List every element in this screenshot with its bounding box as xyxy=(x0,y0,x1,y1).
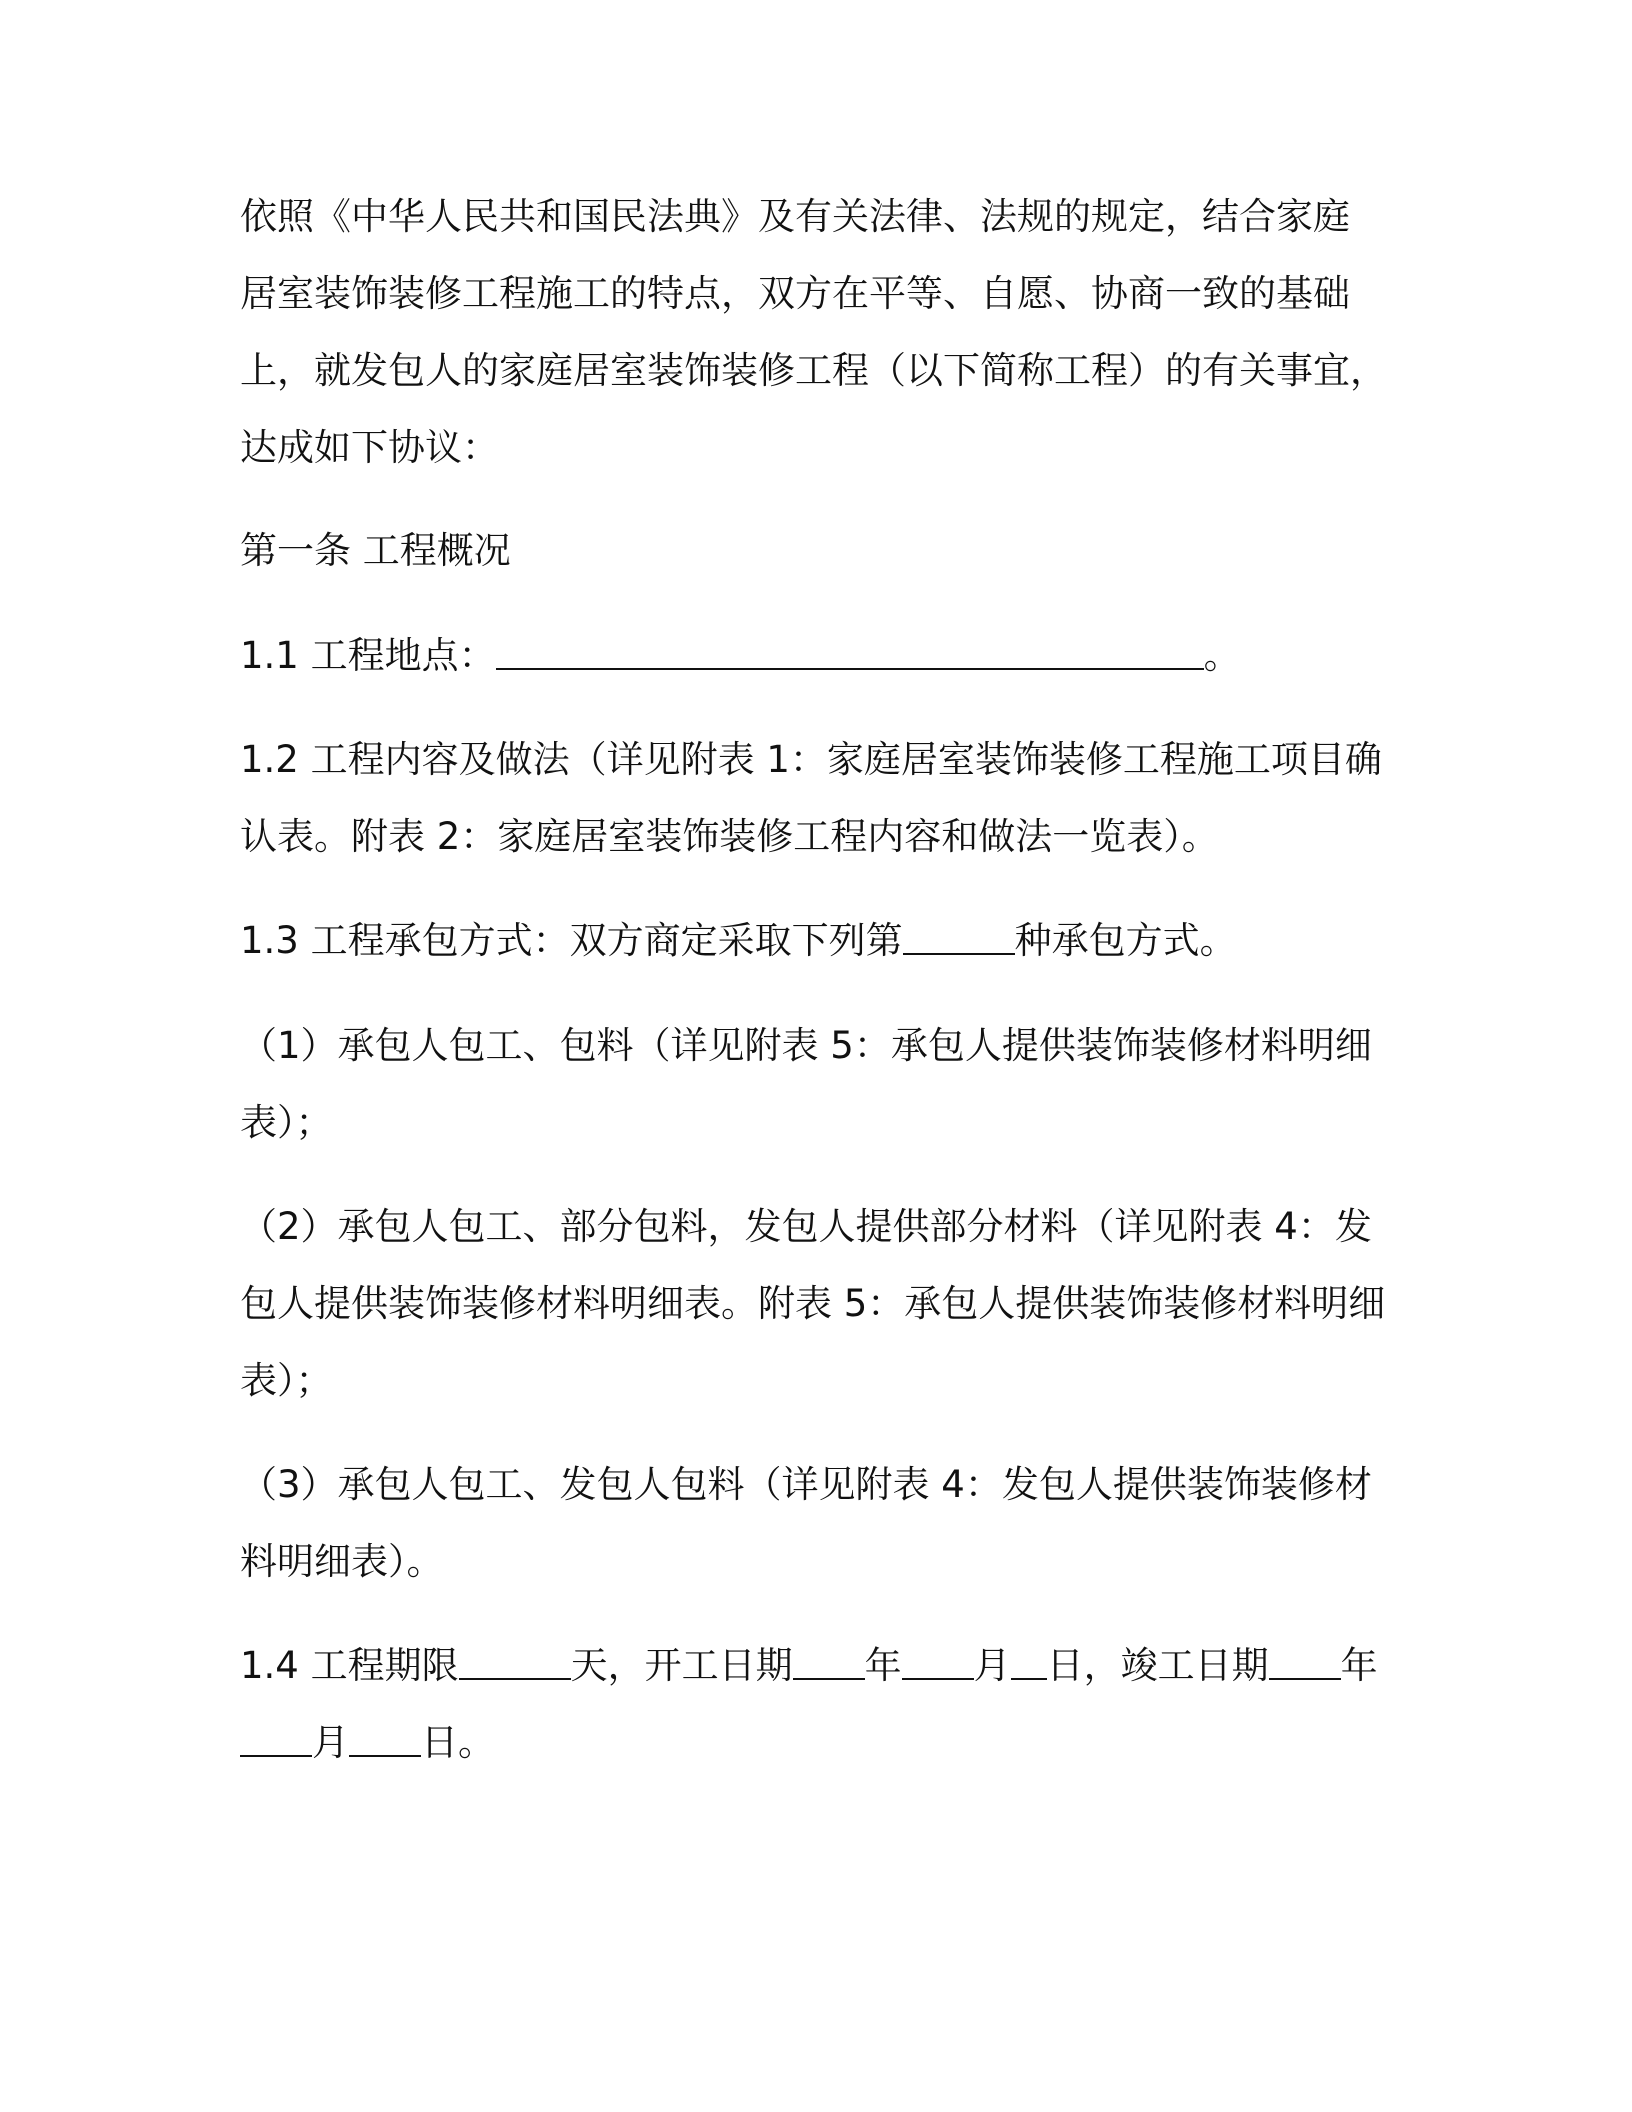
item-1-4-days: 天，开工日期 xyxy=(570,1644,793,1687)
item-1-4-line-1 xyxy=(240,1627,1400,1704)
item-1-4-month-2: 月 xyxy=(312,1721,349,1764)
item-1-3-suffix: 种承包方式。 xyxy=(1014,919,1237,962)
intro-line-3: 上，就发包人的家庭居室装饰装修工程（以下简称工程）的有关事宜， xyxy=(240,349,1387,392)
start-month-blank[interactable] xyxy=(902,1634,974,1680)
item-1-4-day-2: 日。 xyxy=(421,1721,495,1764)
item-1-4-day-1: 日，竣工日期 xyxy=(1046,1644,1269,1687)
option-1-line-1: （1）承包人包工、包料（详见附表 5：承包人提供装饰装修材料明细 xyxy=(240,1024,1372,1067)
document-page xyxy=(240,0,1400,2112)
item-1-4-prefix: 1.4 工程期限 xyxy=(240,1644,459,1687)
option-2 xyxy=(240,1188,1400,1419)
option-2-line-3: 表）； xyxy=(240,1359,333,1402)
option-3-line-2: 料明细表）。 xyxy=(240,1540,444,1583)
article-1-heading xyxy=(240,512,1400,589)
option-3-line-1: （3）承包人包工、发包人包料（详见附表 4：发包人提供装饰装修材 xyxy=(240,1463,1372,1506)
intro-line-1: 依照《中华人民共和国民法典》及有关法律、法规的规定，结合家庭 xyxy=(240,195,1350,238)
item-1-1-suffix: 。 xyxy=(1203,634,1241,677)
option-1-line-2: 表）； xyxy=(240,1101,333,1144)
item-1-1-line xyxy=(240,617,1400,694)
item-1-2-line-1: 1.2 工程内容及做法（详见附表 1：家庭居室装饰装修工程施工项目确 xyxy=(240,738,1382,781)
start-day-blank[interactable] xyxy=(1011,1634,1047,1680)
intro-paragraph xyxy=(240,178,1400,486)
option-2-line-2: 包人提供装饰装修材料明细表。附表 5：承包人提供装饰装修材料明细 xyxy=(240,1282,1386,1325)
item-1-4-line-2 xyxy=(240,1704,1400,1781)
item-1-4-month-1: 月 xyxy=(973,1644,1011,1687)
end-month-blank[interactable] xyxy=(240,1711,312,1757)
duration-days-blank[interactable] xyxy=(459,1634,571,1680)
end-year-blank[interactable] xyxy=(1269,1634,1341,1680)
item-1-2-line-2: 认表。附表 2：家庭居室装饰装修工程内容和做法一览表）。 xyxy=(240,815,1219,858)
item-1-4 xyxy=(240,1627,1400,1781)
item-1-2 xyxy=(240,721,1400,875)
location-blank[interactable] xyxy=(496,624,1204,670)
item-1-3-line xyxy=(240,902,1400,979)
option-2-line-1: （2）承包人包工、部分包料，发包人提供部分材料（详见附表 4：发 xyxy=(240,1205,1372,1248)
intro-line-4: 达成如下协议： xyxy=(240,426,499,469)
item-1-1-prefix: 1.1 工程地点： xyxy=(240,634,496,677)
item-1-4-year-1: 年 xyxy=(864,1644,902,1687)
option-3 xyxy=(240,1446,1400,1600)
contract-method-blank[interactable] xyxy=(903,909,1015,955)
end-day-blank[interactable] xyxy=(349,1711,421,1757)
item-1-1 xyxy=(240,617,1400,694)
option-1 xyxy=(240,1007,1400,1161)
item-1-3 xyxy=(240,902,1400,979)
item-1-4-year-2: 年 xyxy=(1340,1644,1378,1687)
start-year-blank[interactable] xyxy=(793,1634,865,1680)
article-1-heading-text: 第一条 工程概况 xyxy=(240,529,511,572)
intro-line-2: 居室装饰装修工程施工的特点，双方在平等、自愿、协商一致的基础 xyxy=(240,272,1350,315)
item-1-3-prefix: 1.3 工程承包方式：双方商定采取下列第 xyxy=(240,919,903,962)
